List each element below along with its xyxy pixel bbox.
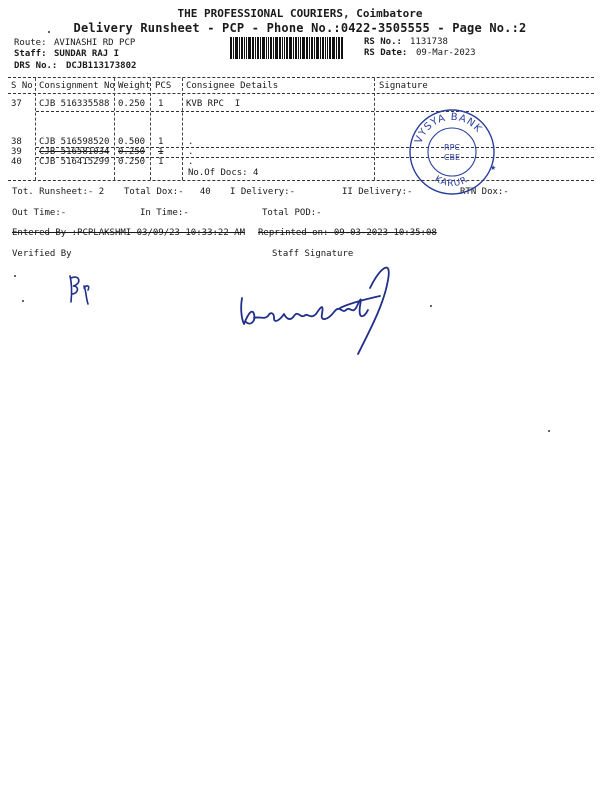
row-consignment: CJB 516335588 <box>39 99 110 109</box>
row-sno: 40 <box>11 157 22 167</box>
out-time: Out Time:- <box>12 208 67 218</box>
rs-date-label: RS Date: <box>364 48 408 58</box>
total-pod: Total POD:- <box>262 208 322 218</box>
staff-label: Staff: <box>14 49 47 59</box>
route-value: AVINASHI RD PCP <box>54 38 136 48</box>
staff-signature-label: Staff Signature <box>272 249 354 259</box>
divider <box>8 180 594 181</box>
col-pcs: PCS <box>155 81 172 91</box>
scan-speck <box>48 31 50 33</box>
row-weight: 0.250 <box>118 157 146 167</box>
svg-text:KARUR <box>433 174 470 189</box>
column-separator <box>35 78 36 180</box>
stamp-arc-bottom: KARUR <box>432 174 470 190</box>
stamp-center-line2: CBE <box>443 153 461 162</box>
runsheet-title: Delivery Runsheet - PCP - Phone No.:0422-3505555 - Page No.:2 <box>73 21 527 35</box>
route-label: Route: <box>14 38 47 48</box>
staff-value: SUNDAR RAJ I <box>54 49 120 59</box>
drs-value: DCJB113173802 <box>66 61 137 71</box>
column-separator <box>114 78 115 180</box>
row-pcs: 1 <box>158 99 164 109</box>
row-weight: 0.500 <box>118 137 146 147</box>
barcode <box>230 37 356 59</box>
verifier-initials <box>62 272 102 308</box>
rs-date-value: 09-Mar-2023 <box>416 48 476 58</box>
rtn-dox: RTN Dox:- <box>460 187 509 197</box>
row-sno: 39 <box>11 147 22 157</box>
row-pcs: 1 <box>158 157 164 167</box>
rs-no-label: RS No.: <box>364 37 402 47</box>
row-sno: 37 <box>11 99 22 109</box>
reprinted-on: Reprinted on: 09-03-2023 10:35:08 <box>258 228 437 238</box>
row-weight: 0.250 <box>118 147 146 157</box>
col-sno: S No <box>11 81 33 91</box>
row-details: . <box>188 147 194 157</box>
scan-speck <box>548 430 550 432</box>
no-of-docs: No.Of Docs: 4 <box>188 168 259 178</box>
total-dox: Total Dox:- 40 <box>124 187 211 197</box>
bank-stamp <box>408 108 496 196</box>
entered-by: Entered By :PCPLAKSHMI 03/09/23 10:33:22 AM <box>12 228 245 238</box>
star-icon: ★ <box>490 164 496 172</box>
column-separator <box>374 78 375 180</box>
col-consignee: Consignee Details <box>186 81 279 91</box>
row-details: . <box>188 157 194 167</box>
divider <box>8 77 594 78</box>
row-pcs: 1 <box>158 147 164 157</box>
col-consignment: Consignment No <box>39 81 115 91</box>
ii-delivery: II Delivery:- <box>342 187 413 197</box>
company-name: THE PROFESSIONAL COURIERS, Coimbatore <box>177 7 423 20</box>
row-consignment: CJB 516415299 <box>39 157 110 167</box>
row-details: . <box>188 137 194 147</box>
in-time: In Time:- <box>140 208 189 218</box>
column-separator <box>150 78 151 180</box>
row-consignment: CJB 516598520 <box>39 137 110 147</box>
i-delivery: I Delivery:- <box>230 187 296 197</box>
row-weight: 0.250 <box>118 99 146 109</box>
tot-runsheet: Tot. Runsheet:- 2 <box>12 187 105 197</box>
scan-speck <box>22 300 24 302</box>
verified-by: Verified By <box>12 249 72 259</box>
drs-label: DRS No.: <box>14 61 58 71</box>
staff-signature <box>230 258 410 358</box>
rs-no-value: 1131738 <box>410 37 448 47</box>
column-separator <box>182 78 183 180</box>
stamp-arc-top: VYSYA BANK <box>413 111 485 146</box>
stamp-center-line1: RPC <box>444 143 460 152</box>
scan-speck <box>430 305 432 307</box>
row-consignment: CJB 516581034 <box>39 147 110 157</box>
row-sno: 38 <box>11 137 22 147</box>
col-signature: Signature <box>379 81 428 91</box>
scan-speck <box>14 275 16 277</box>
divider <box>8 93 594 94</box>
row-pcs: 1 <box>158 137 164 147</box>
row-details: KVB RPC I <box>186 99 241 109</box>
row-divider <box>36 111 594 112</box>
col-weight: Weight <box>118 81 151 91</box>
